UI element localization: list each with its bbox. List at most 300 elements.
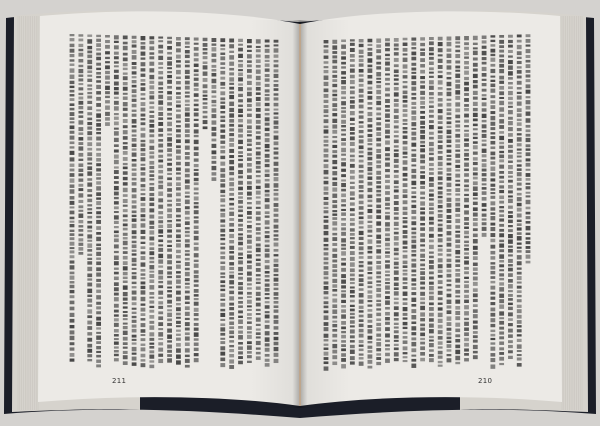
text-glyph (517, 339, 522, 342)
text-glyph (473, 162, 478, 165)
text-glyph (141, 74, 146, 77)
text-glyph (499, 171, 504, 174)
text-glyph (203, 102, 208, 104)
text-glyph (274, 197, 279, 200)
text-glyph (141, 93, 146, 95)
text-glyph (149, 247, 154, 250)
text-glyph (247, 168, 252, 172)
text-glyph (149, 155, 154, 158)
text-glyph (96, 261, 101, 265)
text-glyph (96, 80, 101, 82)
text-glyph (517, 286, 522, 289)
text-glyph (526, 96, 531, 98)
text-glyph (87, 332, 92, 335)
text-glyph (185, 258, 190, 261)
text-glyph (256, 341, 261, 345)
text-glyph (411, 187, 416, 189)
text-glyph (78, 229, 83, 232)
text-glyph (482, 154, 487, 157)
text-glyph (123, 314, 128, 316)
text-glyph (78, 83, 83, 85)
text-glyph (394, 335, 399, 338)
text-glyph (185, 312, 190, 316)
text-glyph (368, 44, 373, 46)
text-glyph (87, 152, 92, 156)
text-glyph (176, 250, 181, 253)
text-glyph (368, 304, 373, 306)
text-glyph (447, 54, 452, 58)
text-glyph (429, 323, 434, 327)
text-glyph (508, 45, 513, 48)
text-glyph (376, 348, 381, 351)
text-glyph (70, 178, 75, 182)
text-glyph (70, 169, 75, 172)
text-glyph (420, 160, 425, 164)
text-glyph (368, 129, 373, 132)
text-glyph (70, 206, 75, 208)
text-glyph (447, 92, 452, 96)
text-glyph (350, 97, 355, 99)
text-glyph (508, 86, 513, 89)
text-glyph (420, 333, 425, 337)
text-glyph (350, 329, 355, 333)
text-glyph (341, 183, 346, 187)
text-glyph (403, 230, 408, 234)
text-glyph (256, 170, 261, 172)
text-glyph (238, 260, 243, 264)
text-glyph (350, 43, 355, 46)
text-glyph (194, 220, 199, 223)
text-glyph (473, 277, 478, 281)
text-glyph (385, 248, 390, 250)
text-glyph (324, 207, 329, 209)
text-glyph (438, 214, 443, 218)
text-glyph (274, 219, 279, 223)
text-glyph (385, 212, 390, 214)
text-glyph (78, 87, 83, 90)
text-glyph (455, 264, 460, 267)
text-glyph (220, 87, 225, 89)
text-glyph (403, 86, 408, 89)
text-glyph (455, 139, 460, 142)
text-glyph (429, 177, 434, 181)
text-glyph (376, 90, 381, 94)
text-glyph (229, 124, 234, 127)
text-glyph (385, 73, 390, 75)
text-glyph (324, 40, 329, 43)
text-glyph (229, 286, 234, 288)
text-glyph (229, 208, 234, 210)
text-glyph (96, 173, 101, 176)
text-glyph (403, 352, 408, 354)
text-glyph (385, 120, 390, 122)
text-glyph (167, 158, 172, 160)
text-glyph (167, 248, 172, 251)
text-glyph (78, 106, 83, 109)
text-glyph (332, 355, 337, 359)
text-glyph (96, 232, 101, 235)
text-glyph (517, 35, 522, 38)
text-glyph (176, 208, 181, 212)
text-glyph (420, 186, 425, 189)
text-glyph (359, 226, 364, 228)
text-glyph (229, 198, 234, 200)
text-glyph (517, 208, 522, 212)
text-glyph (438, 80, 443, 84)
text-glyph (158, 40, 163, 42)
text-glyph (149, 178, 154, 180)
text-glyph (70, 146, 75, 148)
text-glyph (517, 133, 522, 135)
text-glyph (359, 324, 364, 327)
text-glyph (141, 57, 146, 59)
text-glyph (132, 258, 137, 262)
text-glyph (332, 124, 337, 128)
text-glyph (149, 261, 154, 263)
text-glyph (473, 124, 478, 127)
text-glyph (185, 55, 190, 58)
text-glyph (411, 191, 416, 194)
text-glyph (194, 226, 199, 229)
text-glyph (220, 205, 225, 207)
text-glyph (411, 200, 416, 202)
text-glyph (368, 336, 373, 340)
text-glyph (368, 251, 373, 254)
text-glyph (176, 291, 181, 295)
text-glyph (517, 101, 522, 105)
text-glyph (274, 40, 279, 43)
text-glyph (247, 87, 252, 90)
text-glyph (420, 171, 425, 173)
text-glyph (490, 44, 495, 47)
text-glyph (447, 279, 452, 281)
text-glyph (96, 163, 101, 166)
text-glyph (114, 82, 119, 86)
text-glyph (123, 146, 128, 150)
text-glyph (123, 142, 128, 144)
text-glyph (265, 348, 270, 352)
text-glyph (265, 235, 270, 238)
text-glyph (368, 314, 373, 318)
text-glyph (229, 354, 234, 357)
text-glyph (403, 43, 408, 46)
text-glyph (176, 193, 181, 197)
text-glyph (517, 87, 522, 89)
text-glyph (394, 38, 399, 42)
text-glyph (274, 135, 279, 139)
text-glyph (447, 99, 452, 101)
text-glyph (123, 256, 128, 260)
text-glyph (420, 259, 425, 261)
text-glyph (132, 316, 137, 318)
text-glyph (167, 281, 172, 285)
text-glyph (185, 200, 190, 204)
text-glyph (194, 247, 199, 251)
text-glyph (403, 327, 408, 329)
text-glyph (324, 45, 329, 47)
text-glyph (420, 130, 425, 134)
text-glyph (508, 239, 513, 243)
text-glyph (526, 207, 531, 210)
text-glyph (203, 90, 208, 93)
text-glyph (220, 252, 225, 255)
text-glyph (508, 268, 513, 272)
text-glyph (376, 101, 381, 105)
text-glyph (526, 138, 531, 142)
text-glyph (359, 115, 364, 118)
text-glyph (96, 43, 101, 47)
text-glyph (247, 265, 252, 269)
text-glyph (359, 201, 364, 205)
text-glyph (132, 353, 137, 355)
text-glyph (185, 332, 190, 335)
text-glyph (158, 50, 163, 53)
text-glyph (141, 87, 146, 91)
text-glyph (141, 359, 146, 361)
text-glyph (455, 219, 460, 223)
text-glyph (473, 293, 478, 297)
text-glyph (341, 232, 346, 236)
text-glyph (220, 150, 225, 153)
text-glyph (132, 138, 137, 142)
text-glyph (256, 201, 261, 205)
text-glyph (158, 82, 163, 86)
text-glyph (368, 188, 373, 192)
text-glyph (429, 110, 434, 113)
text-glyph (526, 221, 531, 224)
text-glyph (141, 143, 146, 146)
text-glyph (368, 320, 373, 323)
text-glyph (265, 164, 270, 167)
text-glyph (490, 188, 495, 190)
text-glyph (429, 57, 434, 60)
text-glyph (368, 256, 373, 259)
text-glyph (394, 340, 399, 342)
text-glyph (332, 279, 337, 283)
text-glyph (114, 122, 119, 126)
text-glyph (438, 275, 443, 278)
text-glyph (526, 173, 531, 177)
text-glyph (438, 361, 443, 363)
text-glyph (158, 160, 163, 163)
text-glyph (238, 124, 243, 127)
text-glyph (149, 292, 154, 295)
text-glyph (274, 80, 279, 82)
text-glyph (508, 225, 513, 227)
text-glyph (473, 340, 478, 343)
text-glyph (385, 255, 390, 258)
text-glyph (385, 260, 390, 262)
text-glyph (176, 48, 181, 52)
text-glyph (141, 128, 146, 131)
text-glyph (274, 332, 279, 335)
text-glyph (403, 225, 408, 227)
text-glyph (473, 181, 478, 185)
text-glyph (70, 359, 75, 362)
text-glyph (403, 104, 408, 107)
text-glyph (368, 143, 373, 145)
text-glyph (403, 286, 408, 289)
text-glyph (490, 196, 495, 199)
text-glyph (508, 102, 513, 105)
text-glyph (447, 108, 452, 111)
text-glyph (490, 302, 495, 305)
text-glyph (411, 57, 416, 61)
text-glyph (482, 214, 487, 217)
text-glyph (473, 299, 478, 302)
text-glyph (265, 279, 270, 281)
text-glyph (176, 129, 181, 132)
text-glyph (350, 191, 355, 195)
text-glyph (220, 56, 225, 60)
text-glyph (464, 149, 469, 151)
text-glyph (508, 303, 513, 305)
text-glyph (256, 259, 261, 261)
text-glyph (508, 290, 513, 292)
text-glyph (385, 322, 390, 325)
text-glyph (212, 132, 217, 136)
text-glyph (490, 184, 495, 187)
text-glyph (149, 271, 154, 273)
text-glyph (508, 185, 513, 189)
text-glyph (132, 182, 137, 185)
text-glyph (78, 178, 83, 181)
text-glyph (158, 270, 163, 274)
text-glyph (132, 296, 137, 300)
text-glyph (455, 54, 460, 58)
text-glyph (96, 216, 101, 218)
text-glyph (194, 83, 199, 87)
text-glyph (149, 170, 154, 172)
text-glyph (247, 207, 252, 209)
text-glyph (403, 95, 408, 98)
text-glyph (141, 148, 146, 151)
text-glyph (96, 267, 101, 271)
text-glyph (229, 303, 234, 306)
text-glyph (385, 317, 390, 320)
text-glyph (265, 117, 270, 121)
text-glyph (376, 327, 381, 331)
text-glyph (87, 212, 92, 214)
text-glyph (265, 60, 270, 62)
text-glyph (194, 308, 199, 312)
text-glyph (438, 75, 443, 78)
text-glyph (350, 132, 355, 135)
text-glyph (411, 154, 416, 157)
text-glyph (499, 91, 504, 95)
text-glyph (359, 151, 364, 154)
text-glyph (447, 48, 452, 51)
text-glyph (385, 340, 390, 342)
text-glyph (455, 184, 460, 187)
text-glyph (238, 219, 243, 222)
text-glyph (247, 75, 252, 79)
text-glyph (194, 338, 199, 340)
text-glyph (429, 189, 434, 191)
text-glyph (141, 214, 146, 217)
text-glyph (194, 99, 199, 101)
text-glyph (141, 164, 146, 166)
text-glyph (229, 271, 234, 273)
text-glyph (87, 199, 92, 202)
text-glyph (185, 100, 190, 103)
text-glyph (220, 82, 225, 86)
text-glyph (403, 38, 408, 41)
text-glyph (132, 249, 137, 251)
text-glyph (429, 292, 434, 295)
text-glyph (220, 247, 225, 250)
text-glyph (473, 267, 478, 270)
text-glyph (324, 281, 329, 284)
text-glyph (350, 118, 355, 121)
text-glyph (185, 81, 190, 85)
text-glyph (194, 348, 199, 351)
text-glyph (185, 318, 190, 320)
text-glyph (247, 69, 252, 73)
text-glyph (473, 228, 478, 231)
text-glyph (394, 258, 399, 260)
text-glyph (455, 295, 460, 297)
text-glyph (473, 43, 478, 45)
text-glyph (220, 129, 225, 132)
text-glyph (203, 43, 208, 47)
text-glyph (403, 302, 408, 305)
text-glyph (368, 58, 373, 62)
text-glyph (385, 285, 390, 289)
text-glyph (464, 153, 469, 157)
text-glyph (341, 129, 346, 131)
text-glyph (403, 235, 408, 238)
text-glyph (429, 153, 434, 155)
text-glyph (341, 212, 346, 215)
text-glyph (517, 61, 522, 64)
text-glyph (265, 337, 270, 341)
text-glyph (176, 261, 181, 263)
text-glyph (185, 146, 190, 150)
text-glyph (420, 116, 425, 119)
text-glyph (482, 46, 487, 49)
text-glyph (411, 232, 416, 235)
text-glyph (490, 271, 495, 274)
text-glyph (105, 61, 110, 63)
text-glyph (385, 99, 390, 103)
text-glyph (265, 128, 270, 131)
text-glyph (220, 266, 225, 270)
text-glyph (238, 134, 243, 137)
text-glyph (167, 137, 172, 141)
text-glyph (350, 320, 355, 324)
text-glyph (256, 254, 261, 256)
text-glyph (274, 131, 279, 134)
text-glyph (376, 228, 381, 232)
text-glyph (149, 230, 154, 234)
text-glyph (167, 254, 172, 258)
text-glyph (247, 326, 252, 330)
text-glyph (220, 146, 225, 149)
text-glyph (473, 309, 478, 313)
text-glyph (376, 194, 381, 197)
left-page-number: 211 (112, 377, 127, 385)
text-glyph (508, 35, 513, 38)
text-glyph (265, 97, 270, 100)
text-glyph (70, 157, 75, 161)
text-glyph (96, 327, 101, 329)
text-glyph (385, 191, 390, 195)
text-glyph (526, 125, 531, 128)
text-glyph (499, 101, 504, 105)
text-glyph (447, 140, 452, 143)
text-glyph (238, 119, 243, 123)
